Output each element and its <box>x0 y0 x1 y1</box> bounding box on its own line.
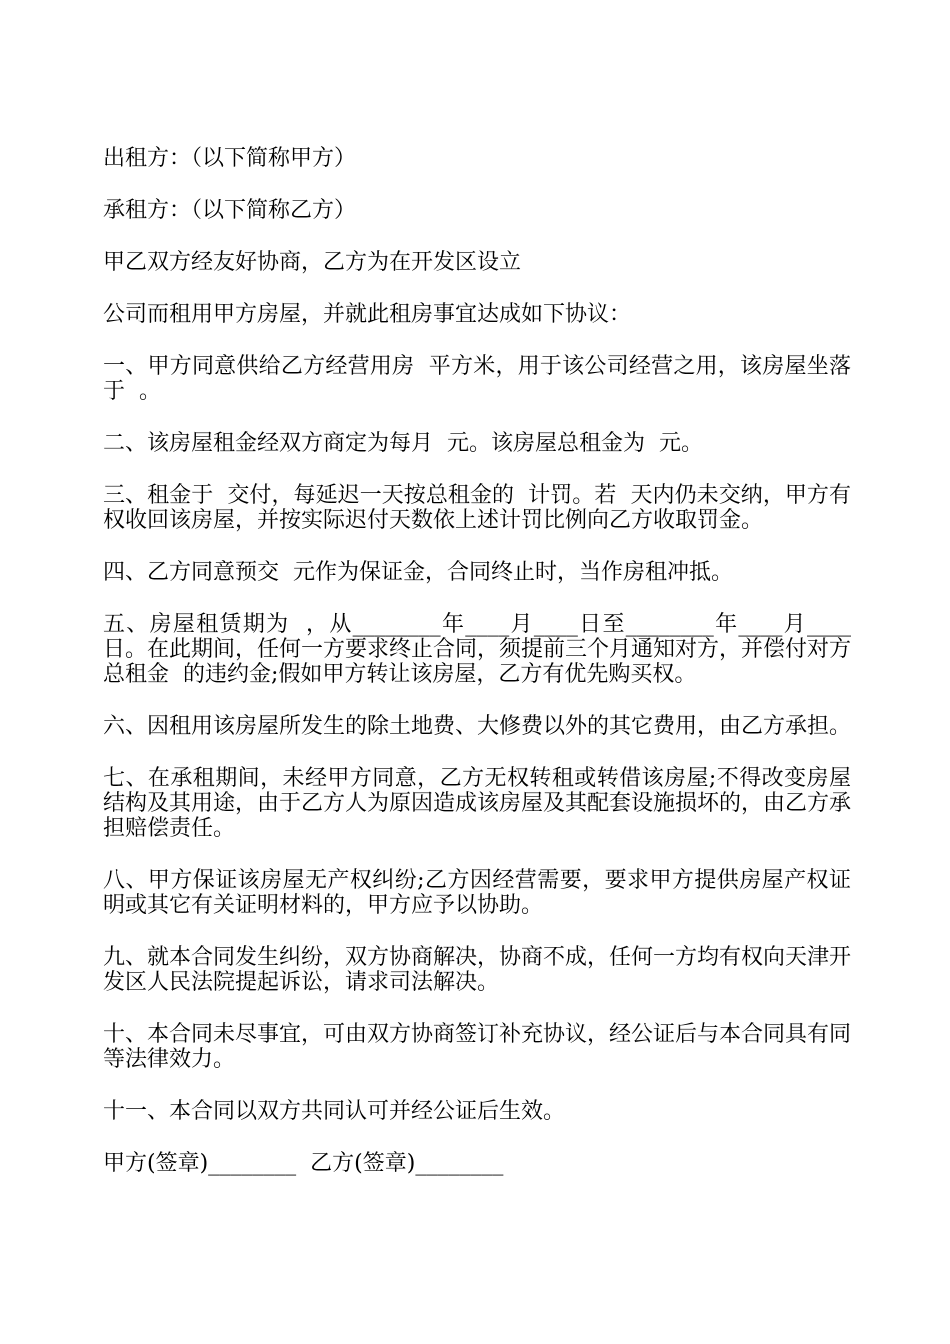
clause-2: 二、该房屋租金经双方商定为每月 元。该房屋总租金为 元。 <box>103 431 703 456</box>
clause-3: 三、租金于 交付，每延迟一天按总租金的 计罚。若 天内仍未交纳，甲方有权收回该房屋，并按实际迟付天数依上述计罚比例向乙方收取罚金。 <box>103 483 851 533</box>
clause-4: 四、乙方同意预交 元作为保证金，合同终止时，当作房租冲抵。 <box>103 560 733 585</box>
preamble-line-2: 公司而租用甲方房屋，并就此租房事宜达成如下协议： <box>103 302 632 327</box>
contract-body <box>103 146 851 1203</box>
party-b-line: 承租方：（以下简称乙方） <box>103 198 357 223</box>
party-a-line: 出租方：（以下简称甲方） <box>103 146 357 171</box>
preamble-line-1: 甲乙双方经友好协商，乙方为在开发区设立 <box>103 250 522 275</box>
clause-8: 八、甲方保证该房屋无产权纠纷;乙方因经营需要，要求甲方提供房屋产权证明或其它有关证明材料的，甲方应予以协助。 <box>103 868 851 918</box>
signature-line: 甲方(签章)________ 乙方(签章)________ <box>103 1151 504 1176</box>
clause-5: 五、房屋租赁期为 ，从________年____月____日至________年____月____日。在此期间，任何一方要求终止合同，须提前三个月通知对方，并偿付对方总租金 的违约金;假如甲方转让该房屋，乙方有优先购买权。 <box>103 612 852 687</box>
clause-7: 七、在承租期间，未经甲方同意，乙方无权转租或转借该房屋;不得改变房屋结构及其用途，由于乙方人为原因造成该房屋及其配套设施损坏的，由乙方承担赔偿责任。 <box>103 766 852 841</box>
clause-10: 十、本合同未尽事宜，可由双方协商签订补充协议，经公证后与本合同具有同等法律效力。 <box>103 1022 852 1072</box>
clause-1: 一、甲方同意供给乙方经营用房 平方米，用于该公司经营之用，该房屋坐落于 。 <box>103 354 851 404</box>
clause-11: 十一、本合同以双方共同认可并经公证后生效。 <box>103 1099 566 1124</box>
clause-6: 六、因租用该房屋所发生的除土地费、大修费以外的其它费用，由乙方承担。 <box>103 714 852 739</box>
clause-9: 九、就本合同发生纠纷，双方协商解决，协商不成，任何一方均有权向天津开发区人民法院提起诉讼，请求司法解决。 <box>103 945 852 995</box>
